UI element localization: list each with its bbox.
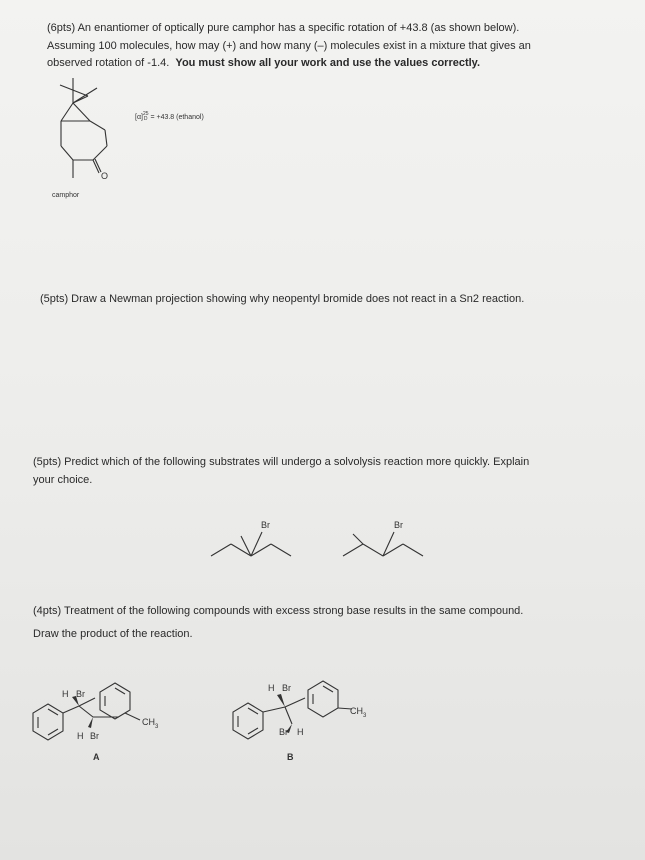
substrate-right-br: Br: [394, 520, 403, 530]
compound-a-ch3: $CH_3$: [142, 717, 159, 730]
q1-instruction: You must show all your work and use the values correctly.: [175, 57, 481, 69]
rotation-value: = +43.8 (ethanol): [150, 113, 204, 121]
compound-a-label: A: [93, 752, 100, 762]
compound-b-label: B: [287, 752, 294, 762]
camphor-label: camphor: [52, 192, 80, 199]
camphor-oxygen: O: [101, 171, 109, 181]
compound-a-h-top: H: [62, 689, 69, 699]
compound-a-br-bottom: Br: [90, 731, 99, 741]
q1-line1: (6pts) An enantiomer of optically pure camphor has a specific rotation of +43.8 (as shown below).: [47, 22, 520, 34]
subscript-digit: 3: [155, 723, 159, 730]
q3-line2: your choice.: [33, 474, 93, 486]
compound-a-h-bottom: H: [77, 731, 84, 741]
rotation-temp: 25: [142, 111, 149, 117]
q2-text: (5pts) Draw a Newman projection showing why neopentyl bromide does not react in a Sn2 reaction.: [40, 293, 525, 305]
q4-line1: (4pts) Treatment of the following compounds with excess strong base results in the same compound.: [33, 605, 524, 617]
compound-b-h-bottom: H: [297, 727, 304, 737]
compound-b-br-top: Br: [282, 683, 291, 693]
compound-b-br-bottom: Br: [279, 727, 288, 737]
substrate-left-br: Br: [261, 520, 270, 530]
compound-a-br-top: Br: [76, 689, 85, 699]
q3-line1: (5pts) Predict which of the following substrates will undergo a solvolysis reaction more quickly. Explain: [33, 456, 530, 468]
q4-line2: Draw the product of the reaction.: [33, 628, 193, 640]
q1-line3-text: observed rotation of -1.4.: [47, 57, 170, 69]
compound-b-h-top: H: [268, 683, 275, 693]
subscript-digit: 3: [363, 712, 367, 719]
rotation-symbol: [α]: [135, 113, 143, 121]
q1-line2: Assuming 100 molecules, how may (+) and how many (–) molecules exist in a mixture that gives an: [47, 40, 531, 52]
rotation-wavelength: D: [143, 116, 148, 122]
compound-b-ch3: $CH_3$: [350, 706, 367, 719]
